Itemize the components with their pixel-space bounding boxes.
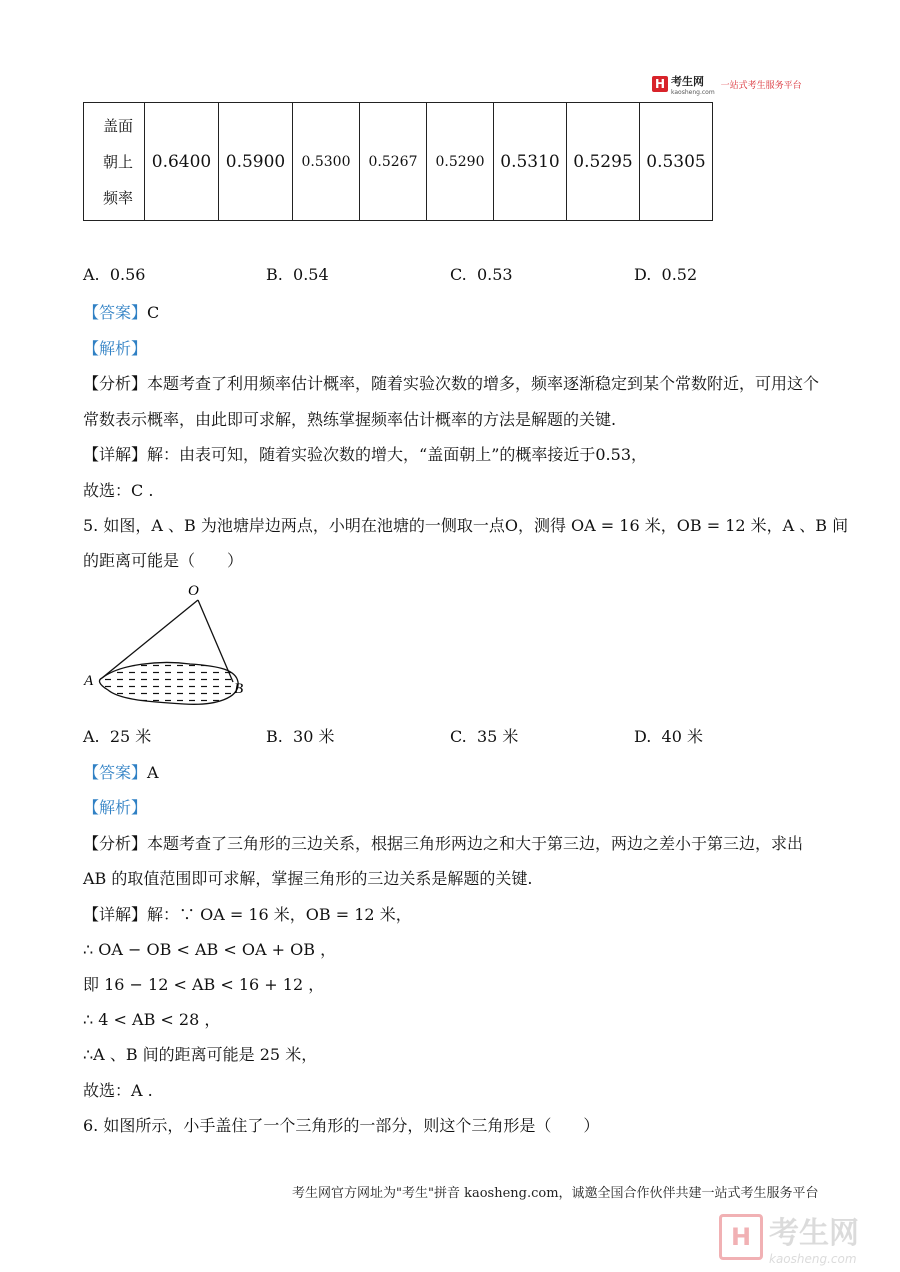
q4-xiangjie: 【详解】解：由表可知，随着实验次数的增大，“盖面朝上”的概率接近于0.53， bbox=[83, 445, 648, 464]
row-label-line: 朝上 bbox=[102, 152, 133, 171]
q5-option-a: A. 25 米 bbox=[83, 727, 152, 746]
q5-step: ∴ 4 < AB < 28 ， bbox=[83, 1010, 221, 1029]
q5-option-b: B. 30 米 bbox=[266, 727, 335, 746]
watermark bbox=[719, 1208, 859, 1266]
row-label-line: 盖面 bbox=[102, 116, 133, 135]
table-cell: 0.5267 bbox=[360, 103, 427, 221]
logo-mark-icon: H bbox=[652, 76, 668, 92]
q5-answer: 【答案】A bbox=[83, 763, 159, 782]
q5-stem: 5. 如图，A 、B 为池塘岸边两点，小明在池塘的一侧取一点O，测得 OA = 16 米，OB = 12 米，A 、B 间 bbox=[83, 516, 849, 535]
table-cell: 0.5295 bbox=[567, 103, 640, 221]
q5-step: 即 16 − 12 < AB < 16 + 12 ， bbox=[83, 975, 325, 994]
q5-fenxi: 【分析】本题考查了三角形的三边关系，根据三角形两边之和大于第三边，两边之差小于第三边，求出 bbox=[83, 834, 804, 853]
table-cell: 0.5305 bbox=[640, 103, 713, 221]
q5-xiangjie: 【详解】解：∵ OA = 16 米，OB = 12 米， bbox=[83, 905, 412, 924]
q4-fenxi: 【分析】本题考查了利用频率估计概率，随着实验次数的增多，频率逐渐稳定到某个常数附近，可用这个 bbox=[83, 374, 820, 393]
row-label bbox=[84, 103, 145, 221]
q5-jiexi-tag: 【解析】 bbox=[83, 798, 148, 817]
frequency-table bbox=[83, 102, 713, 221]
q4-fenxi-cont: 常数表示概率，由此即可求解，熟练掌握频率估计概率的方法是解题的关键. bbox=[83, 410, 617, 429]
q4-answer: 【答案】C bbox=[83, 303, 160, 322]
logo-name: 考生网 bbox=[671, 74, 704, 88]
q4-option-b: B. 0.54 bbox=[266, 265, 329, 284]
footer-text: 考生网官方网址为"考生"拼音 kaosheng.com，诚邀全国合作伙伴共建一站式考生服务平台 bbox=[292, 1186, 819, 1201]
q5-fenxi-cont: AB 的取值范围即可求解，掌握三角形的三边关系是解题的关键. bbox=[83, 869, 533, 888]
q5-step: ∴ OA − OB < AB < OA + OB ， bbox=[83, 940, 337, 959]
pond-figure bbox=[80, 578, 270, 713]
table-cell: 0.5310 bbox=[494, 103, 567, 221]
q4-option-d: D. 0.52 bbox=[634, 265, 698, 284]
q5-stem-cont: 的距离可能是（ ） bbox=[83, 551, 244, 570]
label-b: B bbox=[234, 681, 244, 697]
q5-option-c: C. 35 米 bbox=[450, 727, 519, 746]
q4-option-a: A. 0.56 bbox=[83, 265, 146, 284]
q6-stem: 6. 如图所示，小手盖住了一个三角形的一部分，则这个三角形是（ ） bbox=[83, 1116, 600, 1135]
logo-slogan: 一站式考生服务平台 bbox=[720, 80, 802, 91]
q5-option-d: D. 40 米 bbox=[634, 727, 703, 746]
pond-shape bbox=[100, 663, 239, 705]
label-a: A bbox=[84, 673, 94, 689]
site-logo bbox=[652, 72, 812, 96]
table-cell: 0.5290 bbox=[427, 103, 494, 221]
q5-conclusion: 故选：A . bbox=[83, 1081, 153, 1100]
table-row bbox=[84, 103, 713, 221]
logo-url: kaosheng.com bbox=[671, 88, 715, 96]
watermark-name: 考生网 bbox=[769, 1216, 859, 1251]
table-cell: 0.5900 bbox=[219, 103, 293, 221]
label-o: O bbox=[188, 583, 199, 599]
q5-step: ∴A 、B 间的距离可能是 25 米， bbox=[83, 1045, 318, 1064]
q4-conclusion: 故选：C . bbox=[83, 481, 154, 500]
table-cell: 0.5300 bbox=[293, 103, 360, 221]
row-label-line: 频率 bbox=[102, 188, 133, 207]
table-cell: 0.6400 bbox=[145, 103, 219, 221]
watermark-url: kaosheng.com bbox=[769, 1252, 857, 1266]
q4-option-c: C. 0.53 bbox=[450, 265, 513, 284]
watermark-logo-icon: H bbox=[719, 1214, 763, 1260]
q4-jiexi-tag: 【解析】 bbox=[83, 339, 148, 358]
